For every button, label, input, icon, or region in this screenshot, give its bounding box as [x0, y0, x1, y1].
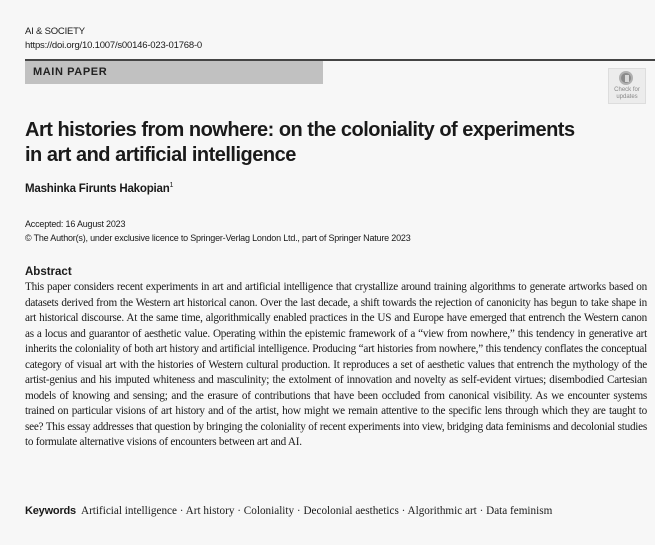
journal-name: AI & SOCIETY	[25, 26, 85, 37]
affiliation-mark[interactable]: 1	[169, 182, 174, 189]
section-label: MAIN PAPER	[33, 66, 108, 78]
crossmark-line1: Check for	[614, 87, 640, 93]
paper-title: Art histories from nowhere: on the coloniality of experiments in art and artificial intelligence	[25, 119, 575, 166]
keywords-list: Artificial intelligence · Art history · Coloniality · Decolonial aesthetics · Algorithmic art · Data feminism	[80, 505, 553, 517]
author-name: Mashinka Firunts Hakopian	[25, 182, 170, 195]
doi-link[interactable]: https://doi.org/10.1007/s00146-023-01768-0	[25, 40, 202, 51]
keywords-heading: Keywords	[25, 505, 76, 517]
author	[25, 182, 173, 195]
crossmark-line2: updates	[616, 93, 638, 100]
abstract-heading: Abstract	[25, 266, 72, 278]
check-for-updates-icon	[619, 71, 633, 85]
section-banner	[25, 61, 323, 84]
accepted-date: Accepted: 16 August 2023	[25, 219, 126, 229]
check-for-updates-button[interactable]	[608, 68, 646, 104]
keywords	[25, 505, 552, 517]
abstract-text: This paper considers recent experiments in art and artificial intelligence that crystallize around training algorithms to generate artworks based on datasets derived from the Western art historical canon. Over the last decade, a shift towards the rejection of canonicity has begun to take shape in art historical discourse. At the same time, algorithmically enabled practices in the US and Europe have emerged that entrench the Western canon as a locus and guarantor of aesthetic value. Operating within the epistemic framework of a “view from nowhere,” this tendency in generative art inherits the coloniality of both art history and artificial intelligence. Producing “art histories from nowhere,” this tendency conflates the conceptual category of visual art with the histories of Western cultural production. It reproduces a set of aesthetic values that entrench the mythology of the artist-genius and his imputed whiteness and masculinity; the extolment of innovation and novelty as self-evident virtues; disembodied Cartesian models of knowing and sensing; and the erasure of contributions that have been occluded from canonical visibility. As we encounter systems trained on particular visions of art history and of the artist, how might we remain attentive to the specific lens through which they are taught to see? This essay addresses that question by bringing the coloniality of recent experiments into view, bridging data feminisms and decolonial studies to formulate alternative visions of encounters between art and AI.	[25, 281, 647, 448]
copyright-notice: © The Author(s), under exclusive licence to Springer-Verlag London Ltd., part of Springer Nature 2023	[25, 233, 411, 243]
